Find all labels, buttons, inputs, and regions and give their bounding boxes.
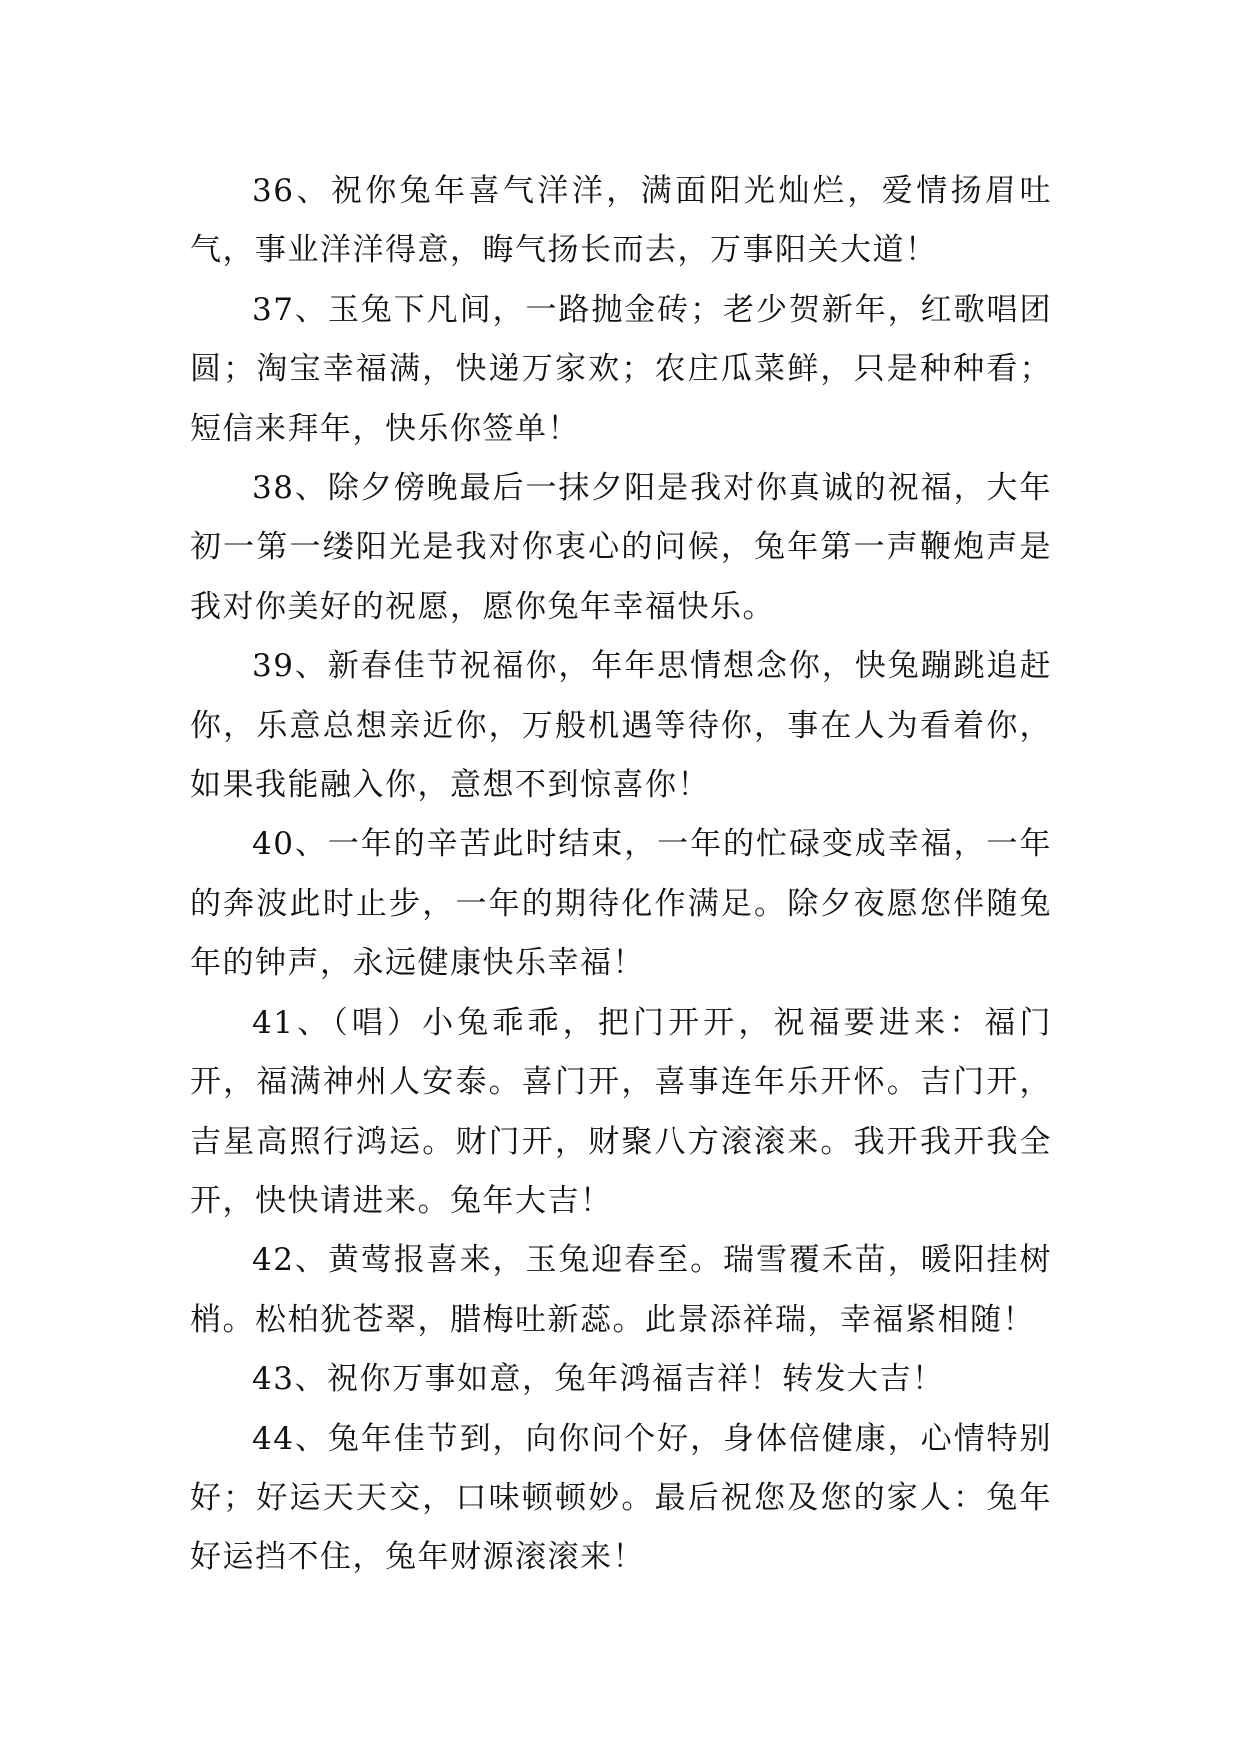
paragraph-36: 36、祝你兔年喜气洋洋，满面阳光灿烂，爱情扬眉吐气，事业洋洋得意，晦气扬长而去，万事阳关大道！: [190, 173, 1052, 269]
paragraph-44: 44、兔年佳节到，向你问个好，身体倍健康，心情特别好；好运天天交，口味顿顿妙。最后祝您及您的家人：兔年好运挡不住，兔年财源滚滚来！: [190, 1420, 1052, 1576]
paragraph-38: 38、除夕傍晚最后一抹夕阳是我对你真诚的祝福，大年初一第一缕阳光是我对你衷心的问候，兔年第一声鞭炮声是我对你美好的祝愿，愿你兔年幸福快乐。: [190, 470, 1052, 625]
paragraph-42: 42、黄莺报喜来，玉兔迎春至。瑞雪覆禾苗，暖阳挂树梢。松柏犹苍翠，腊梅吐新蕊。此景添祥瑞，幸福紧相随！: [190, 1242, 1052, 1338]
document-body: [190, 162, 1052, 1588]
paragraph-40: 40、一年的辛苦此时结束，一年的忙碌变成幸福，一年的奔波此时止步，一年的期待化作满足。除夕夜愿您伴随兔年的钟声，永远健康快乐幸福！: [190, 826, 1052, 982]
paragraph-41: 41、（唱）小兔乖乖，把门开开，祝福要进来：福门开，福满神州人安泰。喜门开，喜事连年乐开怀。吉门开，吉星高照行鸿运。财门开，财聚八方滚滚来。我开我开我全开，快快请进来。兔年大吉！: [190, 1004, 1052, 1219]
paragraph-37: 37、玉兔下凡间，一路抛金砖；老少贺新年，红歌唱团圆；淘宝幸福满，快递万家欢；农庄瓜菜鲜，只是种种看；短信来拜年，快乐你签单！: [190, 291, 1052, 447]
paragraph-39: 39、新春佳节祝福你，年年思情想念你，快兔蹦跳追赶你，乐意总想亲近你，万般机遇等待你，事在人为看着你，如果我能融入你，意想不到惊喜你！: [190, 648, 1052, 804]
paragraph-43: 43、祝你万事如意，兔年鸿福吉祥！转发大吉！: [252, 1361, 945, 1398]
